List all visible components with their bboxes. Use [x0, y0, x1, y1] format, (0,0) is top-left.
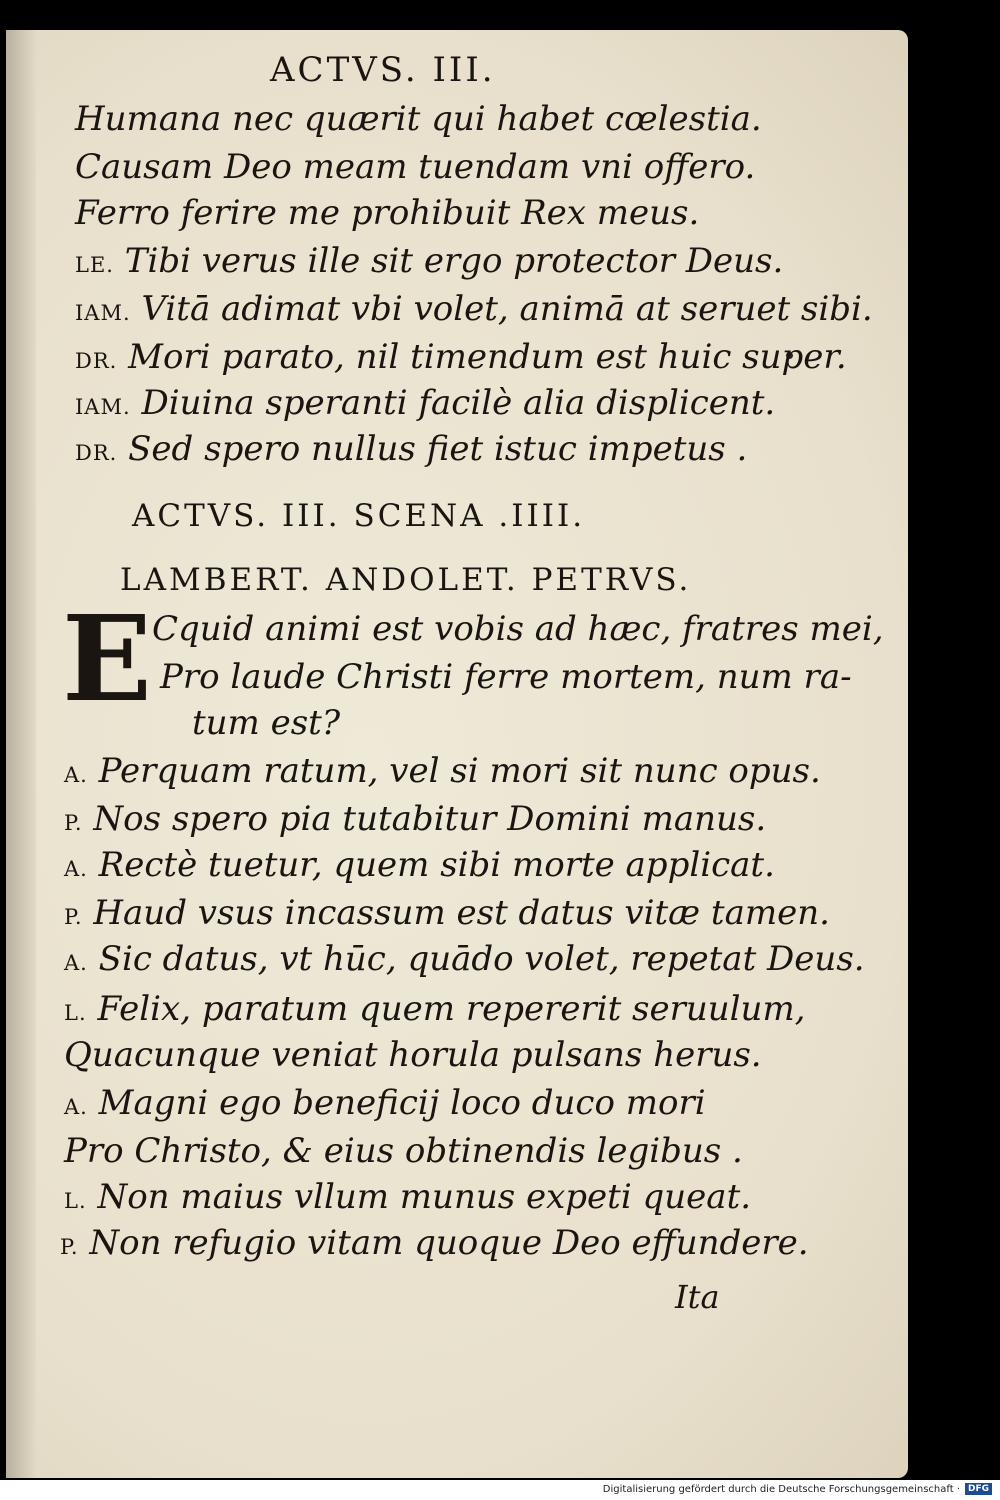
- verse-text: Nos spero pia tutabitur Domini manus.: [93, 799, 767, 839]
- verse-line: [75, 383, 776, 423]
- speaker-label: L.: [64, 1001, 87, 1025]
- speaker-label: A.: [64, 951, 88, 975]
- verse-text: Felix, paratum quem repererit seruulum,: [97, 989, 806, 1029]
- verse-line: [64, 1131, 743, 1171]
- verse-line: [75, 337, 847, 377]
- verse-line: [64, 989, 806, 1029]
- verse-text: Rectè tuetur, quem sibi morte applicat.: [98, 845, 775, 885]
- verse-line: [64, 799, 767, 839]
- speaker-label: P.: [64, 811, 83, 835]
- opening-line: Cquid animi est vobis ad hæc, fratres mei,: [152, 609, 884, 649]
- verse-line: [75, 99, 762, 139]
- scene-heading: ACTVS. III. SCENA .IIII.: [132, 498, 586, 534]
- verse-text: Causam Deo meam tuendam vni offero.: [75, 147, 756, 187]
- verse-text: Mori parato, nil timendum est huic super.: [128, 337, 847, 377]
- verse-line: [64, 845, 775, 885]
- speaker-label: DR.: [75, 349, 118, 373]
- verse-text: Humana nec quærit qui habet cœlestia.: [75, 99, 762, 139]
- verse-line: [75, 193, 700, 233]
- opening-line: Pro laude Christi ferre mortem, num ra-: [160, 657, 852, 697]
- verse-line: [75, 429, 748, 469]
- character-list: LAMBERT. ANDOLET. PETRVS.: [120, 562, 692, 598]
- speaker-label: P.: [60, 1235, 79, 1259]
- verse-text: Ferro ferire me prohibuit Rex meus.: [75, 193, 700, 233]
- verse-text: Tibi verus ille sit ergo protector Deus.: [124, 241, 784, 281]
- drop-capital: E: [62, 589, 152, 728]
- verse-line: [75, 147, 756, 187]
- speaker-label: DR.: [75, 441, 118, 465]
- dfg-logo: DFG: [965, 1483, 992, 1495]
- verse-text: Non maius vllum munus expeti queat.: [97, 1177, 752, 1217]
- verse-line: [64, 893, 830, 933]
- verse-line: [64, 1083, 706, 1123]
- opening-line: tum est?: [192, 703, 341, 743]
- speaker-label: IAM.: [75, 395, 131, 419]
- speaker-label: A.: [64, 1095, 88, 1119]
- verse-text: Quacunque veniat horula pulsans herus.: [64, 1035, 762, 1075]
- funding-notice: Digitalisierung gefördert durch die Deutsche Forschungsgemeinschaft ·: [602, 1484, 960, 1495]
- speaker-label: IAM.: [75, 301, 131, 325]
- verse-line: [64, 1177, 752, 1217]
- verse-text: Vitā adimat vbi volet, animā at seruet sibi.: [141, 289, 873, 329]
- verse-line: [60, 1223, 809, 1263]
- verse-line: [64, 939, 865, 979]
- running-head: ACTVS. III.: [270, 50, 496, 90]
- verse-line: [64, 1035, 762, 1075]
- verse-text: Pro Christo, & eius obtinendis legibus .: [64, 1131, 743, 1171]
- verse-text: Sed spero nullus fiet istuc impetus .: [128, 429, 748, 469]
- verse-text: Non refugio vitam quoque Deo effundere.: [89, 1223, 809, 1263]
- speaker-label: A.: [64, 763, 88, 787]
- footer-bar: [0, 1480, 1000, 1500]
- verse-text: Diuina speranti facilè alia displicent.: [141, 383, 776, 423]
- page-gutter: [6, 30, 36, 1478]
- speaker-label: A.: [64, 857, 88, 881]
- catchword: Ita: [675, 1278, 720, 1316]
- verse-text: Perquam ratum, vel si mori sit nunc opus.: [98, 751, 821, 791]
- verse-text: Haud vsus incassum est datus vitæ tamen.: [93, 893, 830, 933]
- speaker-label: L.: [64, 1189, 87, 1213]
- speaker-label: P.: [64, 905, 83, 929]
- verse-text: Sic datus, vt hūc, quādo volet, repetat Deus.: [98, 939, 865, 979]
- verse-line: [75, 289, 873, 329]
- verse-text: Magni ego beneficij loco duco mori: [98, 1083, 706, 1123]
- verse-line: [64, 751, 821, 791]
- verse-line: [75, 241, 784, 281]
- speaker-label: LE.: [75, 253, 114, 277]
